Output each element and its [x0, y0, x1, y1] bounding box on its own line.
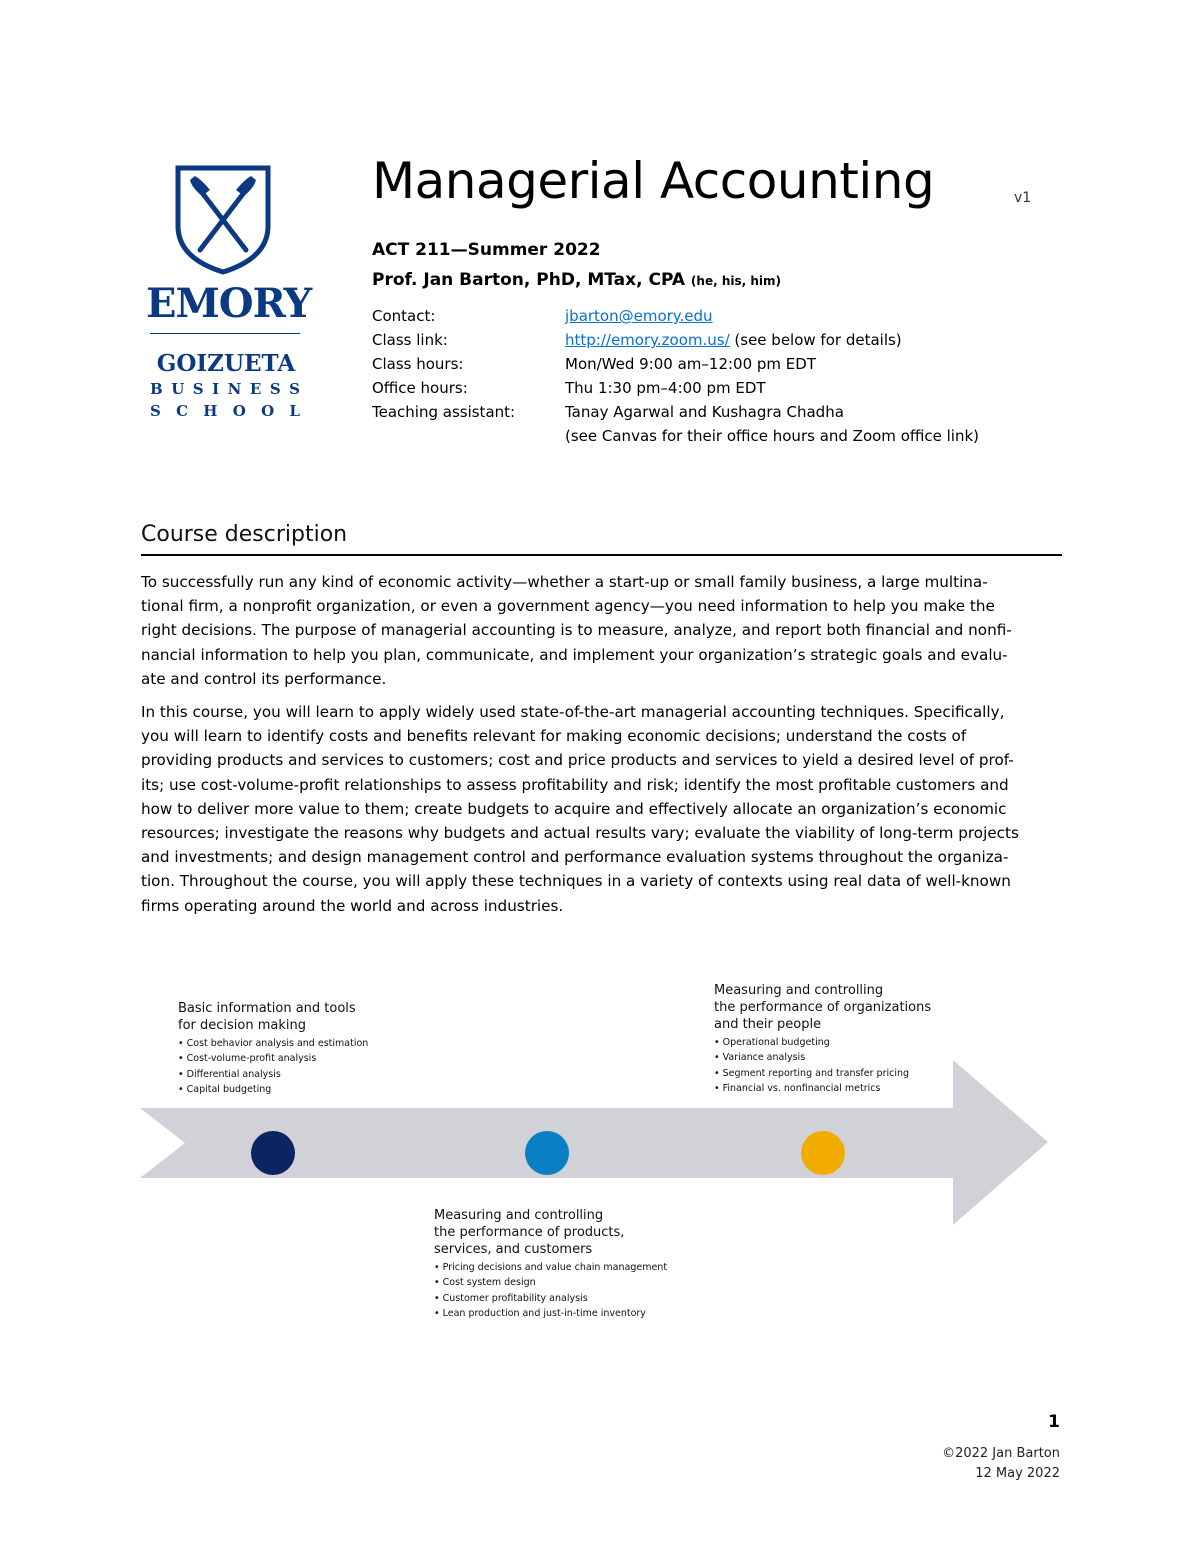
- document-date: 12 May 2022: [975, 1466, 1060, 1481]
- stage-2-list: [434, 1260, 694, 1321]
- info-value-class-hours: Mon/Wed 9:00 am–12:00 pm EDT: [565, 355, 816, 373]
- list-item: • Differential analysis: [178, 1067, 418, 1082]
- copyright: ©2022 Jan Barton: [942, 1446, 1060, 1461]
- info-label-class-hours: Class hours:: [372, 355, 464, 373]
- info-label-contact: Contact:: [372, 307, 436, 325]
- info-value-contact: [565, 307, 713, 325]
- section-heading: Course description: [141, 522, 348, 547]
- list-item: • Cost-volume-profit analysis: [178, 1051, 418, 1066]
- stage-1-title: Basic information and tools for decision making: [178, 1001, 356, 1033]
- pronouns: (he, his, him): [690, 274, 782, 288]
- page-number: 1: [1048, 1412, 1060, 1432]
- section-divider: [141, 554, 1062, 556]
- class-link-note: (see below for details): [729, 331, 902, 349]
- list-item: • Operational budgeting: [714, 1035, 974, 1050]
- description-paragraph-1: To successfully run any kind of economic activity—whether a start-up or small family business, a large multina- tional firm, a nonprofit organization, or even a government agency—you need information to help you make the right decisions. The purpose of managerial accounting is to measure, analyze, and report both financial and nonfi- nancial information to help you plan, communicate, and implement your organization’s strategic goals and evalu- ate and control its performance.: [141, 573, 1012, 688]
- professor-name: Prof. Jan Barton, PhD, MTax, CPA: [372, 270, 685, 290]
- stage-3-list: [714, 1035, 974, 1096]
- info-value-class-link: [565, 331, 902, 349]
- stage-3-title: Measuring and controlling the performance of organizations and their people: [714, 983, 932, 1032]
- school-wordmark: S C H O O L: [150, 402, 300, 420]
- logo-divider: [150, 333, 300, 334]
- page-title: Managerial Accounting: [372, 152, 935, 210]
- stage-1-block: [178, 1000, 418, 1097]
- list-item: • Variance analysis: [714, 1050, 974, 1065]
- professor-line: [372, 270, 781, 290]
- goizueta-wordmark: GOIZUETA: [156, 350, 296, 377]
- info-label-teaching-assistant: Teaching assistant:: [372, 403, 516, 421]
- list-item: • Lean production and just-in-time inventory: [434, 1306, 694, 1321]
- stage-2-dot: [525, 1131, 569, 1175]
- list-item: • Customer profitability analysis: [434, 1291, 694, 1306]
- stage-2-block: [434, 1207, 694, 1321]
- list-item: • Cost behavior analysis and estimation: [178, 1036, 418, 1051]
- stage-2-title: Measuring and controlling the performance of products, services, and customers: [434, 1208, 625, 1257]
- description-paragraph-2: In this course, you will learn to apply widely used state-of-the-art managerial accounting techniques. Specifically, you will learn to identify costs and benefits relevant for making economic decisions; understand the costs of providing products and services to customers; cost and price products and services to yield a desired level of prof- its; use cost-volume-profit relationships to assess profitability and risk; identify the most profitable customers and how to deliver more value to them; create budgets to acquire and effectively allocate an organization’s economic resources; investigate the reasons why budgets and actual results vary; evaluate the viability of long-term projects and investments; and design management control and performance evaluation systems throughout the organiza- tion. Throughout the course, you will apply these techniques in a variety of contexts using real data of well-known firms operating around the world and across industries.: [141, 703, 1019, 915]
- version-label: v1: [1014, 190, 1032, 206]
- zoom-link[interactable]: http://emory.zoom.us/: [565, 331, 730, 349]
- business-wordmark: B U S I N E S S: [150, 380, 300, 398]
- list-item: • Capital budgeting: [178, 1082, 418, 1097]
- info-label-class-link: Class link:: [372, 331, 448, 349]
- list-item: • Cost system design: [434, 1275, 694, 1290]
- info-label-office-hours: Office hours:: [372, 379, 468, 397]
- list-item: • Segment reporting and transfer pricing: [714, 1066, 974, 1081]
- email-link[interactable]: jbarton@emory.edu: [565, 307, 713, 325]
- stage-3-dot: [801, 1131, 845, 1175]
- list-item: • Pricing decisions and value chain management: [434, 1260, 694, 1275]
- stage-1-list: [178, 1036, 418, 1097]
- list-item: • Financial vs. nonfinancial metrics: [714, 1081, 974, 1096]
- info-value-office-hours: Thu 1:30 pm–4:00 pm EDT: [565, 379, 766, 397]
- course-id: ACT 211—Summer 2022: [372, 240, 601, 260]
- info-value-ta-note: (see Canvas for their office hours and Zoom office link): [565, 427, 979, 445]
- info-value-teaching-assistant: Tanay Agarwal and Kushagra Chadha: [565, 403, 844, 421]
- emory-wordmark: EMORY: [146, 280, 312, 327]
- stage-3-block: [714, 982, 974, 1096]
- stage-1-dot: [251, 1131, 295, 1175]
